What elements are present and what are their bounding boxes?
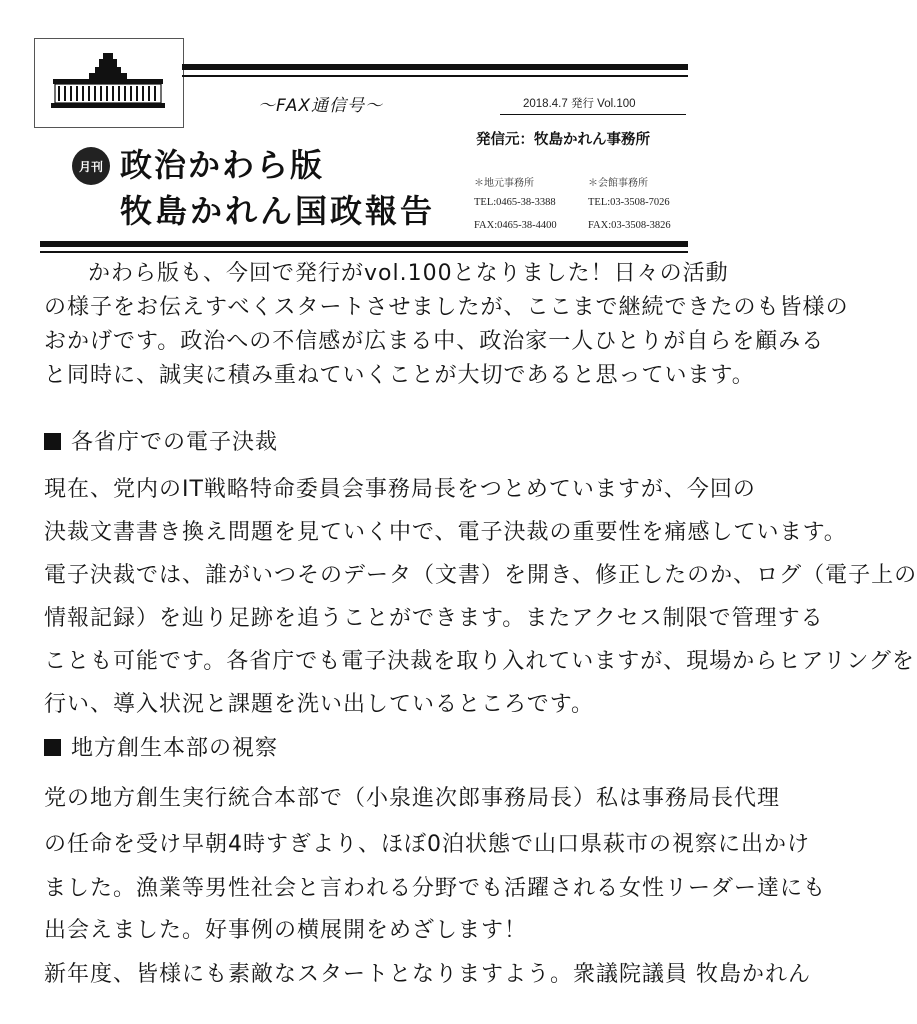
newsletter-title: 政治かわら版: [120, 146, 325, 184]
hall-office-fax: FAX:03-3508-3826: [588, 220, 671, 231]
section-heading-e-decision: [44, 426, 694, 460]
newsletter-subtitle: 牧島かれん国政報告: [120, 192, 436, 230]
section2-line: 党の地方創生実行統合本部で（小泉進次郎事務局長）私は事務局長代理: [44, 786, 781, 811]
section1-line: 決裁文書書き換え問題を見ていく中で、電子決裁の重要性を痛感しています。: [44, 520, 847, 545]
header-rule-thick: [182, 64, 688, 70]
sender: 発信元：牧島かれん事務所: [476, 132, 650, 148]
section2-line: ました。漁業等男性社会と言われる分野でも活躍される女性リーダー達にも: [44, 876, 827, 901]
closing-line: 新年度、皆様にも素敵なスタートとなりますよう。衆議院議員 牧島かれん: [44, 962, 811, 987]
diet-building-icon: [49, 49, 167, 115]
hall-office-label: ＊会館事務所: [588, 178, 648, 189]
section-heading-regional: [44, 732, 694, 766]
body-rule-thin: [40, 251, 688, 253]
body-rule-thick: [40, 241, 688, 247]
intro-line: おかげです。政治への不信感が広まる中、政治家一人ひとりが自らを顧みる: [44, 329, 825, 354]
section-bullet-icon: [44, 433, 61, 450]
local-office-label: ＊地元事務所: [474, 178, 534, 189]
section1-line: 情報記録）を辿り足跡を追うことができます。またアクセス制限で管理する: [44, 606, 824, 631]
section-bullet-icon: [44, 739, 61, 756]
header-rule-thin: [182, 75, 688, 77]
monthly-badge: 月刊: [72, 147, 110, 185]
section1-line: 現在、党内のIT戦略特命委員会事務局長をつとめていますが、今回の: [44, 477, 756, 502]
section1-line: ことも可能です。各省庁でも電子決裁を取り入れていますが、現場からヒアリングを: [44, 649, 915, 674]
section1-line: 行い、導入状況と課題を洗い出しているところです。: [44, 692, 595, 717]
section-title: 地方創生本部の視察: [71, 736, 279, 761]
intro-line: かわら版も、今回で発行がvol.100となりました！日々の活動: [88, 261, 729, 286]
issue-info: 2018.4.7 発行 Vol.100: [523, 98, 636, 110]
section1-line: 電子決裁では、誰がいつそのデータ（文書）を開き、修正したのか、ログ（電子上の: [44, 563, 917, 588]
section-title: 各省庁での電子決裁: [71, 430, 279, 455]
local-office-tel: TEL:0465-38-3388: [474, 197, 556, 208]
section2-line: の任命を受け早朝4時すぎより、ほぼ0泊状態で山口県萩市の視察に出かけ: [44, 832, 810, 857]
issue-underline: [500, 114, 686, 115]
hall-office-tel: TEL:03-3508-7026: [588, 197, 670, 208]
section2-line: 出会えました。好事例の横展開をめざします！: [44, 918, 528, 943]
intro-line: と同時に、誠実に積み重ねていくことが大切であると思っています。: [44, 363, 755, 388]
intro-line: の様子をお伝えすべくスタートさせましたが、ここまで継続できたのも皆様の: [44, 295, 849, 320]
local-office-fax: FAX:0465-38-4400: [474, 220, 557, 231]
diet-building-logo: [34, 38, 184, 128]
fax-title: ～FAX通信号～: [258, 96, 384, 116]
